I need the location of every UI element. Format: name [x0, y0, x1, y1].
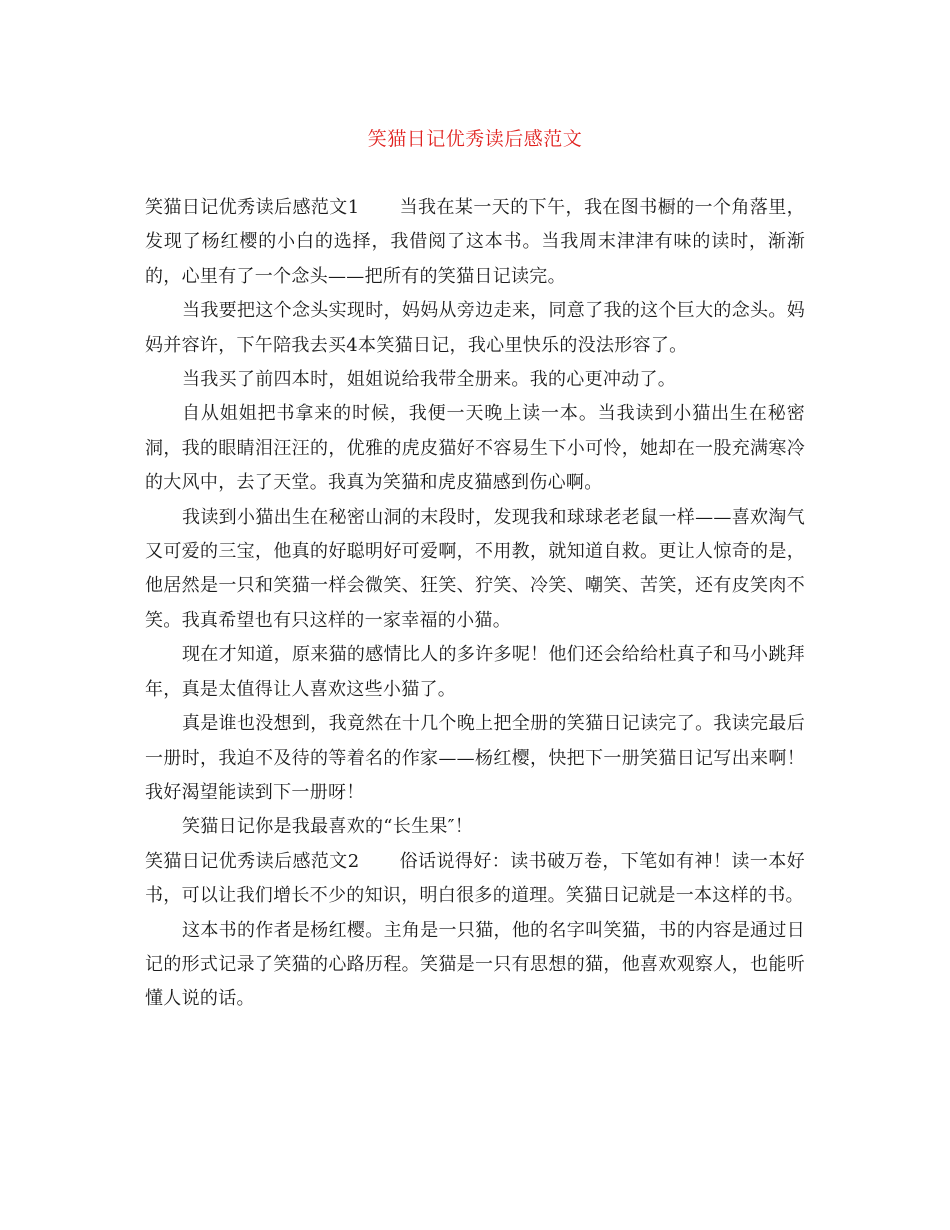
paragraph: 当我要把这个念头实现时，妈妈从旁边走来，同意了我的这个巨大的念头。妈妈并容许，下午陪我去买4本笑猫日记，我心里快乐的没法形容了。: [145, 300, 805, 356]
section2-first-paragraph: [145, 845, 805, 914]
paragraph-text: 俗话说得好：读书破万卷，下笔如有神！读一本好书，可以让我们增长不少的知识，明白很多的道理。笑猫日记就是一本这样的书。: [145, 850, 805, 907]
section1-heading: 笑猫日记优秀读后感范文1: [145, 197, 360, 218]
document-body: [145, 191, 805, 1017]
section1-first-paragraph: [145, 191, 805, 294]
paragraph: 这本书的作者是杨红樱。主角是一只猫，他的名字叫笑猫，书的内容是通过日记的形式记录了笑猫的心路历程。笑猫是一只有思想的猫，他喜欢观察人，也能听懂人说的话。: [145, 919, 805, 1010]
paragraph: 我读到小猫出生在秘密山洞的末段时，发现我和球球老老鼠一样——喜欢淘气又可爱的三宝，他真的好聪明好可爱啊，不用教，就知道自救。更让人惊奇的是，他居然是一只和笑猫一样会微笑、狂笑、狞笑、冷笑、嘲笑、苦笑，还有皮笑肉不笑。我真希望也有只这样的一家幸福的小猫。: [145, 506, 805, 631]
paragraph-text: 当我在某一天的下午，我在图书橱的一个角落里，发现了杨红樱的小白的选择，我借阅了这本书。当我周末津津有味的读时，渐渐的，心里有了一个念头——把所有的笑猫日记读完。: [145, 197, 805, 287]
paragraph: 真是谁也没想到，我竟然在十几个晚上把全册的笑猫日记读完了。我读完最后一册时，我迫不及待的等着名的作家——杨红樱，快把下一册笑猫日记写出来啊！我好渴望能读到下一册呀！: [145, 713, 805, 803]
paragraph: 当我买了前四本时，姐姐说给我带全册来。我的心更冲动了。: [182, 369, 677, 391]
paragraph: 自从姐姐把书拿来的时候，我便一天晚上读一本。当我读到小猫出生在秘密洞，我的眼睛泪汪汪的，优雅的虎皮猫好不容易生下小可怜，她却在一股充满寒冷的大风中，去了天堂。我真为笑猫和虎皮猫感到伤心啊。: [145, 403, 805, 494]
section2-heading: 笑猫日记优秀读后感范文2: [145, 850, 360, 872]
document-title: 笑猫日记优秀读后感范文: [367, 128, 583, 150]
paragraph: 现在才知道，原来猫的感情比人的多许多呢！他们还会给给杜真子和马小跳拜年，真是太值得让人喜欢这些小猫了。: [145, 644, 805, 700]
paragraph: 笑猫日记你是我最喜欢的“长生果″！: [182, 816, 474, 838]
